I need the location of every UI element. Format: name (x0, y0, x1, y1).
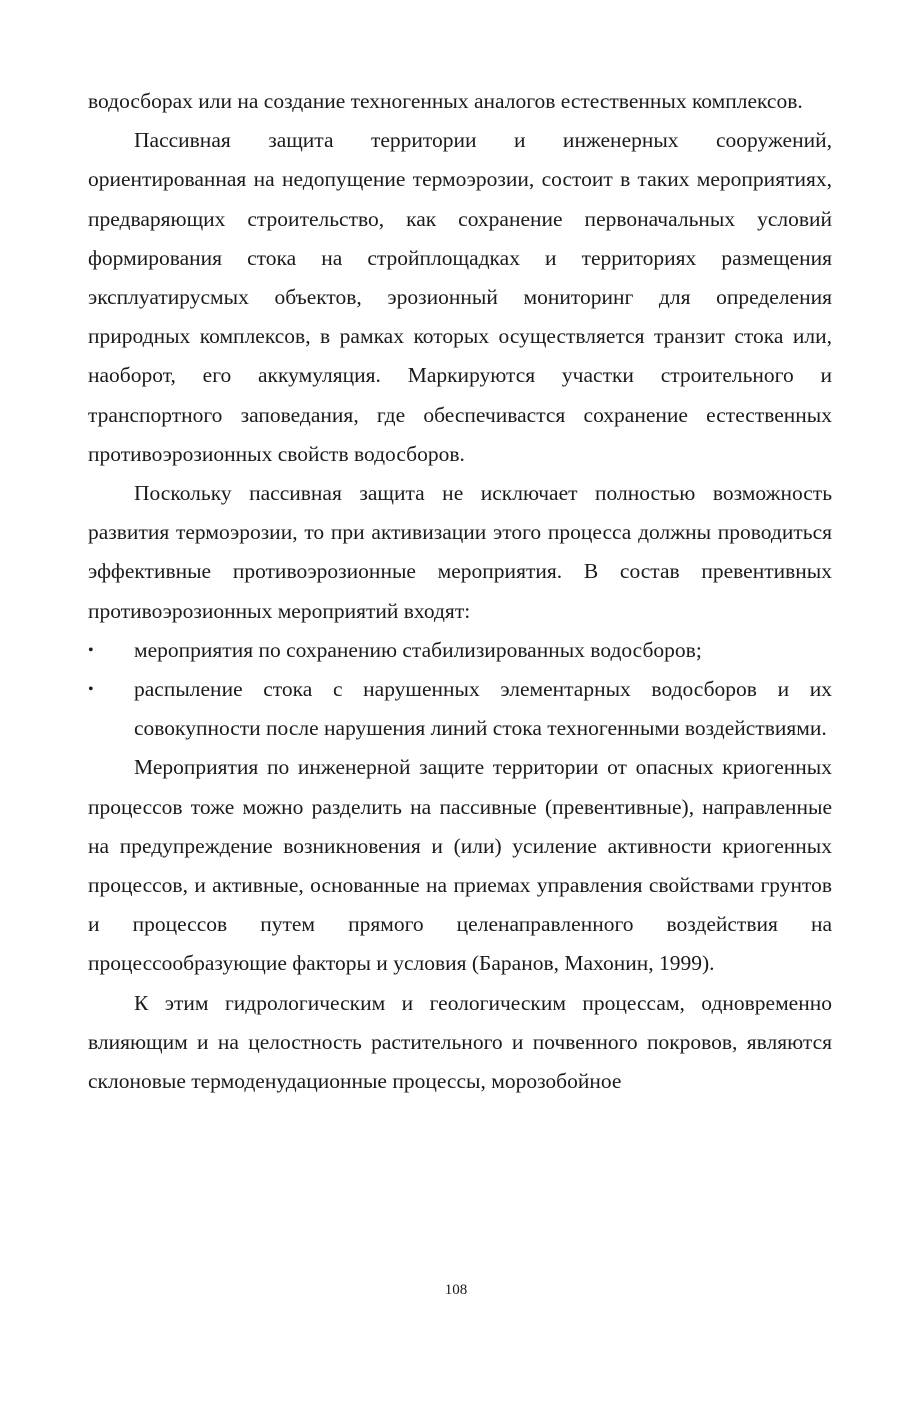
list-item-text: мероприятия по сохранению стабилизированных водосборов; (134, 637, 702, 662)
list-item (88, 631, 832, 670)
bullet-icon: • (88, 641, 94, 659)
body-text (88, 82, 832, 1101)
paragraph-preventive-measures: Поскольку пассивная защита не исключает полностью возможность развития термоэрозии, то при активизации этого процесса должны проводиться эффективные противоэрозионные мероприятия. В состав превентивных противоэрозионных мероприятий входят: (88, 481, 832, 623)
paragraph-passive-protection: Пассивная защита территории и инженерных сооружений, ориентированная на недопущение термоэрозии, состоит в таких мероприятиях, предваряющих строительство, как сохранение первоначальных условий формирования стока на стройплощадках и территориях размещения эксплуатирусмых объектов, эрозионный мониторинг для определения природных комплексов, в рамках которых осуществляется транзит стока или, наоборот, его аккумуляция. Маркируются участки строительного и транспортного заповедания, где обеспечивастся сохранение естественных противоэрозионных свойств водосборов. (88, 128, 832, 466)
paragraph-hydrological-processes: К этим гидрологическим и геологическим процессам, одновременно влияющим и на целостность растительного и почвенного покровов, являются склоновые термоденудационные процессы, морозобойное (88, 990, 832, 1094)
paragraph-engineering-protection: Мероприятия по инженерной защите территории от опасных криогенных процессов тоже можно разделить на пассивные (превентивные), направленные на предупреждение возникновения и (или) усиление активности криогенных процессов, и активные, основанные на приемах управления свойствами грунтов и процессов путем прямого целенаправленного воздействия на процессообразующие факторы и условия (Баранов, Махонин, 1999). (88, 755, 832, 976)
list-item-text: распыление стока с нарушенных элементарных водосборов и их совокупности после нарушения линий стока техногенными воздействиями. (134, 677, 832, 741)
list-item (88, 670, 832, 748)
page-number: 108 (444, 1282, 468, 1298)
measures-list (88, 631, 832, 749)
bullet-icon: • (88, 681, 94, 699)
paragraph-continuation: водосборах или на создание техногенных аналогов естественных комплексов. (88, 89, 803, 113)
